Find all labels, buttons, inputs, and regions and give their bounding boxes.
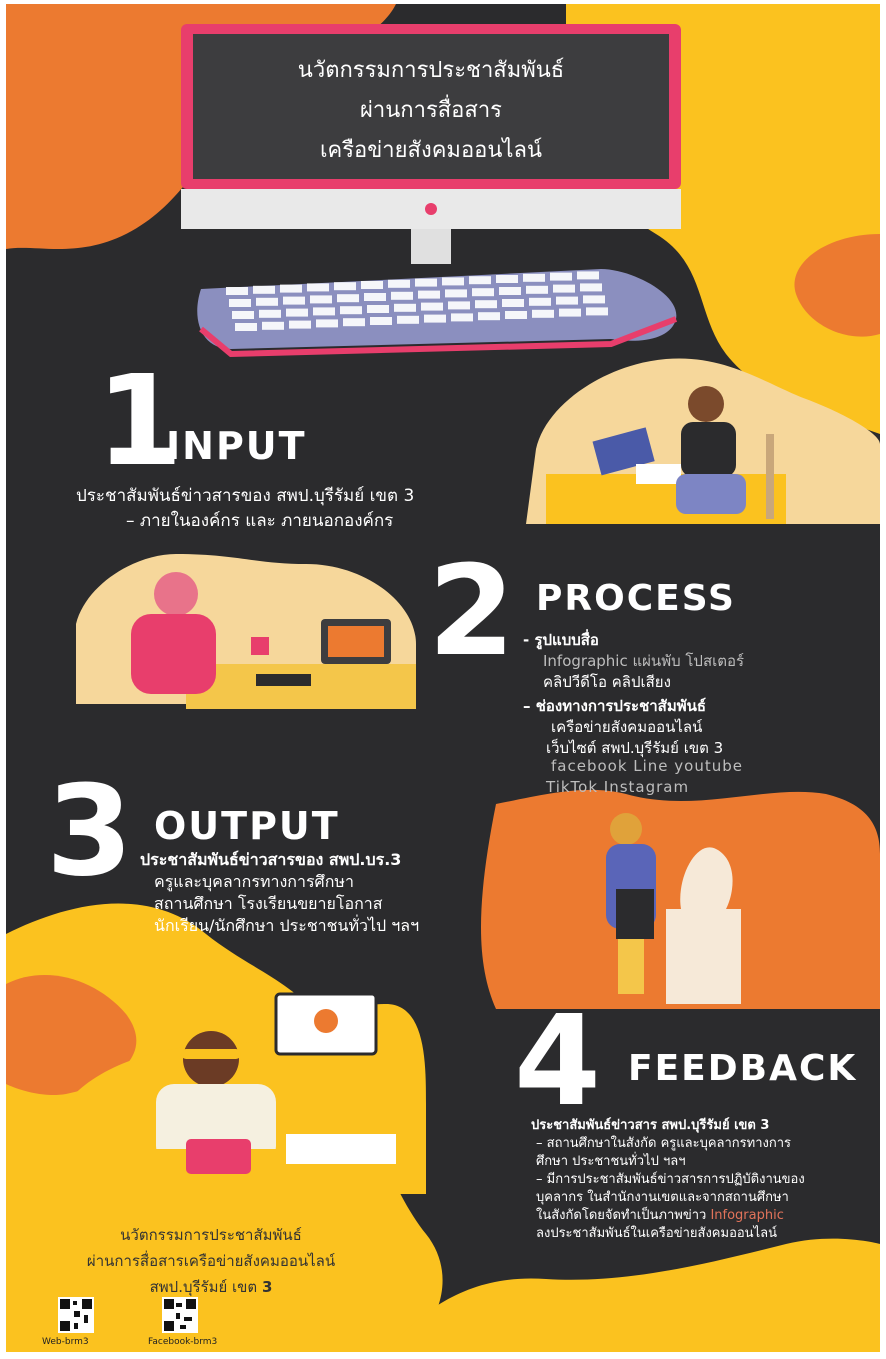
- glasses: [181, 1049, 241, 1059]
- keyboard-key: [499, 287, 521, 295]
- coffee-cup: [251, 637, 269, 655]
- keyboard-key: [343, 318, 365, 326]
- keyboard-key: [334, 282, 356, 290]
- keyboard-key: [523, 274, 545, 282]
- qr-web-label: Web-brm3: [42, 1337, 89, 1347]
- keyboard-key: [367, 305, 389, 313]
- person-with-certificate-illustration: [66, 989, 426, 1199]
- step-2-number: 2: [428, 539, 515, 684]
- apron: [616, 889, 654, 939]
- keyboard-key: [235, 323, 257, 331]
- input-line-2: – ภายในองค์กร และ ภายนอกองค์กร: [126, 511, 394, 531]
- feedback-line-4: บุคลากร ในสำนักงานเขตและจากสถานศึกษา: [536, 1190, 789, 1205]
- feedback-infographic-highlight: Infographic: [710, 1208, 784, 1223]
- keyboard-key: [529, 298, 551, 306]
- footer-line-3-bold: 3: [261, 1278, 273, 1296]
- keyboard-key: [445, 289, 467, 297]
- tablet: [256, 674, 311, 686]
- step-4-number: 4: [514, 989, 601, 1134]
- keyboard-key: [580, 283, 602, 291]
- keyboard-key: [418, 291, 440, 299]
- keyboard-key: [391, 292, 413, 300]
- qr-code-web[interactable]: [58, 1297, 94, 1333]
- process-channel-title: – ช่องทางการประชาสัมพันธ์: [523, 697, 707, 715]
- monitor-title-line-1: นวัตกรรมการประชาสัมพันธ์: [297, 58, 565, 83]
- output-title: ประชาสัมพันธ์ข่าวสารของ สพป.บร.3: [140, 850, 402, 869]
- output-heading: OUTPUT: [154, 804, 340, 848]
- output-line-1: ครูและบุคลากรทางการศึกษา: [154, 872, 354, 891]
- keyboard-key: [469, 276, 491, 284]
- keyboard-key: [259, 310, 281, 318]
- crutch: [766, 434, 774, 519]
- output-line-3: นักเรียน/นักศึกษา ประชาชนทั่วไป ฯลฯ: [154, 916, 420, 935]
- keyboard-key: [262, 322, 284, 330]
- keyboard-key: [424, 315, 446, 323]
- power-button-icon: [425, 203, 437, 215]
- keyboard-key: [307, 283, 329, 291]
- process-format-line-1: Infographic แผ่นพับ โปสเตอร์: [543, 652, 745, 670]
- sculptor-illustration: [586, 799, 786, 1009]
- monitor-title: [193, 42, 669, 182]
- keyboard-key: [289, 321, 311, 329]
- keyboard-key: [415, 279, 437, 287]
- keyboard-key: [550, 273, 572, 281]
- person-head: [154, 572, 198, 616]
- person-at-desk-illustration: [76, 559, 416, 709]
- keyboard-key: [502, 299, 524, 307]
- keyboard-key: [388, 280, 410, 288]
- step-3-number: 3: [46, 759, 133, 904]
- keyboard-key: [397, 316, 419, 324]
- calculator: [186, 1139, 251, 1174]
- bottom-right-yellow-wave: [386, 1239, 880, 1352]
- award-badge-icon: [314, 1009, 338, 1033]
- keyboard-key: [280, 285, 302, 293]
- process-channel-line-2: เว็บไซต์ สพป.บุรีรัมย์ เขต 3: [546, 739, 724, 757]
- keyboard-key: [364, 293, 386, 301]
- keyboard-key: [586, 307, 608, 315]
- keyboard-key: [577, 271, 599, 279]
- feedback-line-6: ลงประชาสัมพันธ์ในเครือข่ายสังคมออนไลน์: [536, 1226, 777, 1241]
- pedestal: [666, 909, 741, 1004]
- keyboard-key: [286, 309, 308, 317]
- keyboard-key: [256, 298, 278, 306]
- feedback-line-5-text: ในสังกัดโดยจัดทำเป็นภาพข่าว: [536, 1208, 711, 1223]
- keyboard-key: [370, 317, 392, 325]
- footer-line-3: [46, 1274, 376, 1300]
- monitor-title-line-3: เครือข่ายสังคมออนไลน์: [320, 138, 542, 163]
- footer-caption: [46, 1222, 376, 1300]
- keyboard-key: [505, 311, 527, 319]
- process-format-line-2: คลิปวีดีโอ คลิปเสียง: [543, 673, 671, 691]
- output-line-2: สถานศึกษา โรงเรียนขยายโอกาส: [154, 894, 383, 913]
- keyboard-key: [448, 301, 470, 309]
- keyboard-key: [526, 286, 548, 294]
- feedback-line-2: ศึกษา ประชาชนทั่วไป ฯลฯ: [536, 1154, 686, 1169]
- paper: [636, 464, 681, 484]
- keyboard-key: [472, 288, 494, 296]
- keyboard-key: [313, 307, 335, 315]
- footer-line-2: ผ่านการสื่อสารเครือข่ายสังคมออนไลน์: [86, 1252, 336, 1270]
- bust-statue: [680, 847, 732, 909]
- feedback-heading: FEEDBACK: [628, 1048, 858, 1089]
- keyboard-key: [340, 306, 362, 314]
- keyboard-key: [361, 281, 383, 289]
- process-channel-line-1: เครือข่ายสังคมออนไลน์: [551, 718, 703, 736]
- input-line-1: ประชาสัมพันธ์ข่าวสารของ สพป.บุรีรัมย์ เขต 3: [76, 486, 415, 506]
- person-body: [131, 614, 216, 694]
- monitor-title-line-2: ผ่านการสื่อสาร: [359, 98, 502, 123]
- process-format-title: - รูปแบบสื่อ: [523, 631, 599, 649]
- desk: [186, 664, 416, 709]
- person-body: [681, 422, 736, 477]
- process-platforms-line-1: facebook Line youtube: [551, 757, 744, 775]
- keyboard-key: [553, 285, 575, 293]
- keyboard-key: [532, 310, 554, 318]
- keyboard-key: [451, 313, 473, 321]
- papers: [286, 1134, 396, 1164]
- keyboard-key: [442, 277, 464, 285]
- person-legs: [676, 474, 746, 514]
- laptop-screen: [328, 626, 384, 657]
- keyboard-key: [337, 294, 359, 302]
- keyboard-key: [310, 295, 332, 303]
- footer-line-1: นวัตกรรมการประชาสัมพันธ์: [120, 1226, 302, 1244]
- footer-line-3-text: สพป.บุรีรัมย์ เขต: [149, 1278, 262, 1296]
- person-with-laptop-illustration: [546, 364, 866, 524]
- feedback-line-1: – สถานศึกษาในสังกัด ครูและบุคลากรทางการ: [536, 1136, 792, 1151]
- keyboard-key: [253, 286, 275, 294]
- keyboard-key: [478, 312, 500, 320]
- person-head: [610, 813, 642, 845]
- keyboard-key: [229, 299, 251, 307]
- infographic-poster: [6, 4, 880, 1352]
- keyboard-key: [559, 309, 581, 317]
- keyboard-key: [232, 311, 254, 319]
- input-heading: INPUT: [166, 424, 307, 468]
- keyboard-key: [316, 319, 338, 327]
- keyboard-key: [421, 303, 443, 311]
- process-heading: PROCESS: [536, 578, 736, 619]
- step-1-number: 1: [96, 349, 183, 494]
- keyboard-key: [226, 287, 248, 295]
- person-legs: [618, 939, 644, 994]
- feedback-line-3: – มีการประชาสัมพันธ์ข่าวสารการปฏิบัติงานของ: [536, 1172, 805, 1187]
- process-platforms-line-2: TikTok Instagram: [546, 778, 690, 796]
- qr-facebook-label: Facebook-brm3: [148, 1337, 218, 1347]
- person-head: [688, 386, 724, 422]
- keyboard-key: [556, 297, 578, 305]
- keyboard-key: [475, 300, 497, 308]
- keyboard-key: [283, 297, 305, 305]
- keyboard-key: [583, 295, 605, 303]
- keyboard-key: [496, 275, 518, 283]
- feedback-title: ประชาสัมพันธ์ข่าวสาร สพป.บุรีรัมย์ เขต 3: [531, 1118, 770, 1133]
- monitor-stand: [411, 229, 451, 264]
- qr-code-facebook[interactable]: [162, 1297, 198, 1333]
- keyboard-key: [394, 304, 416, 312]
